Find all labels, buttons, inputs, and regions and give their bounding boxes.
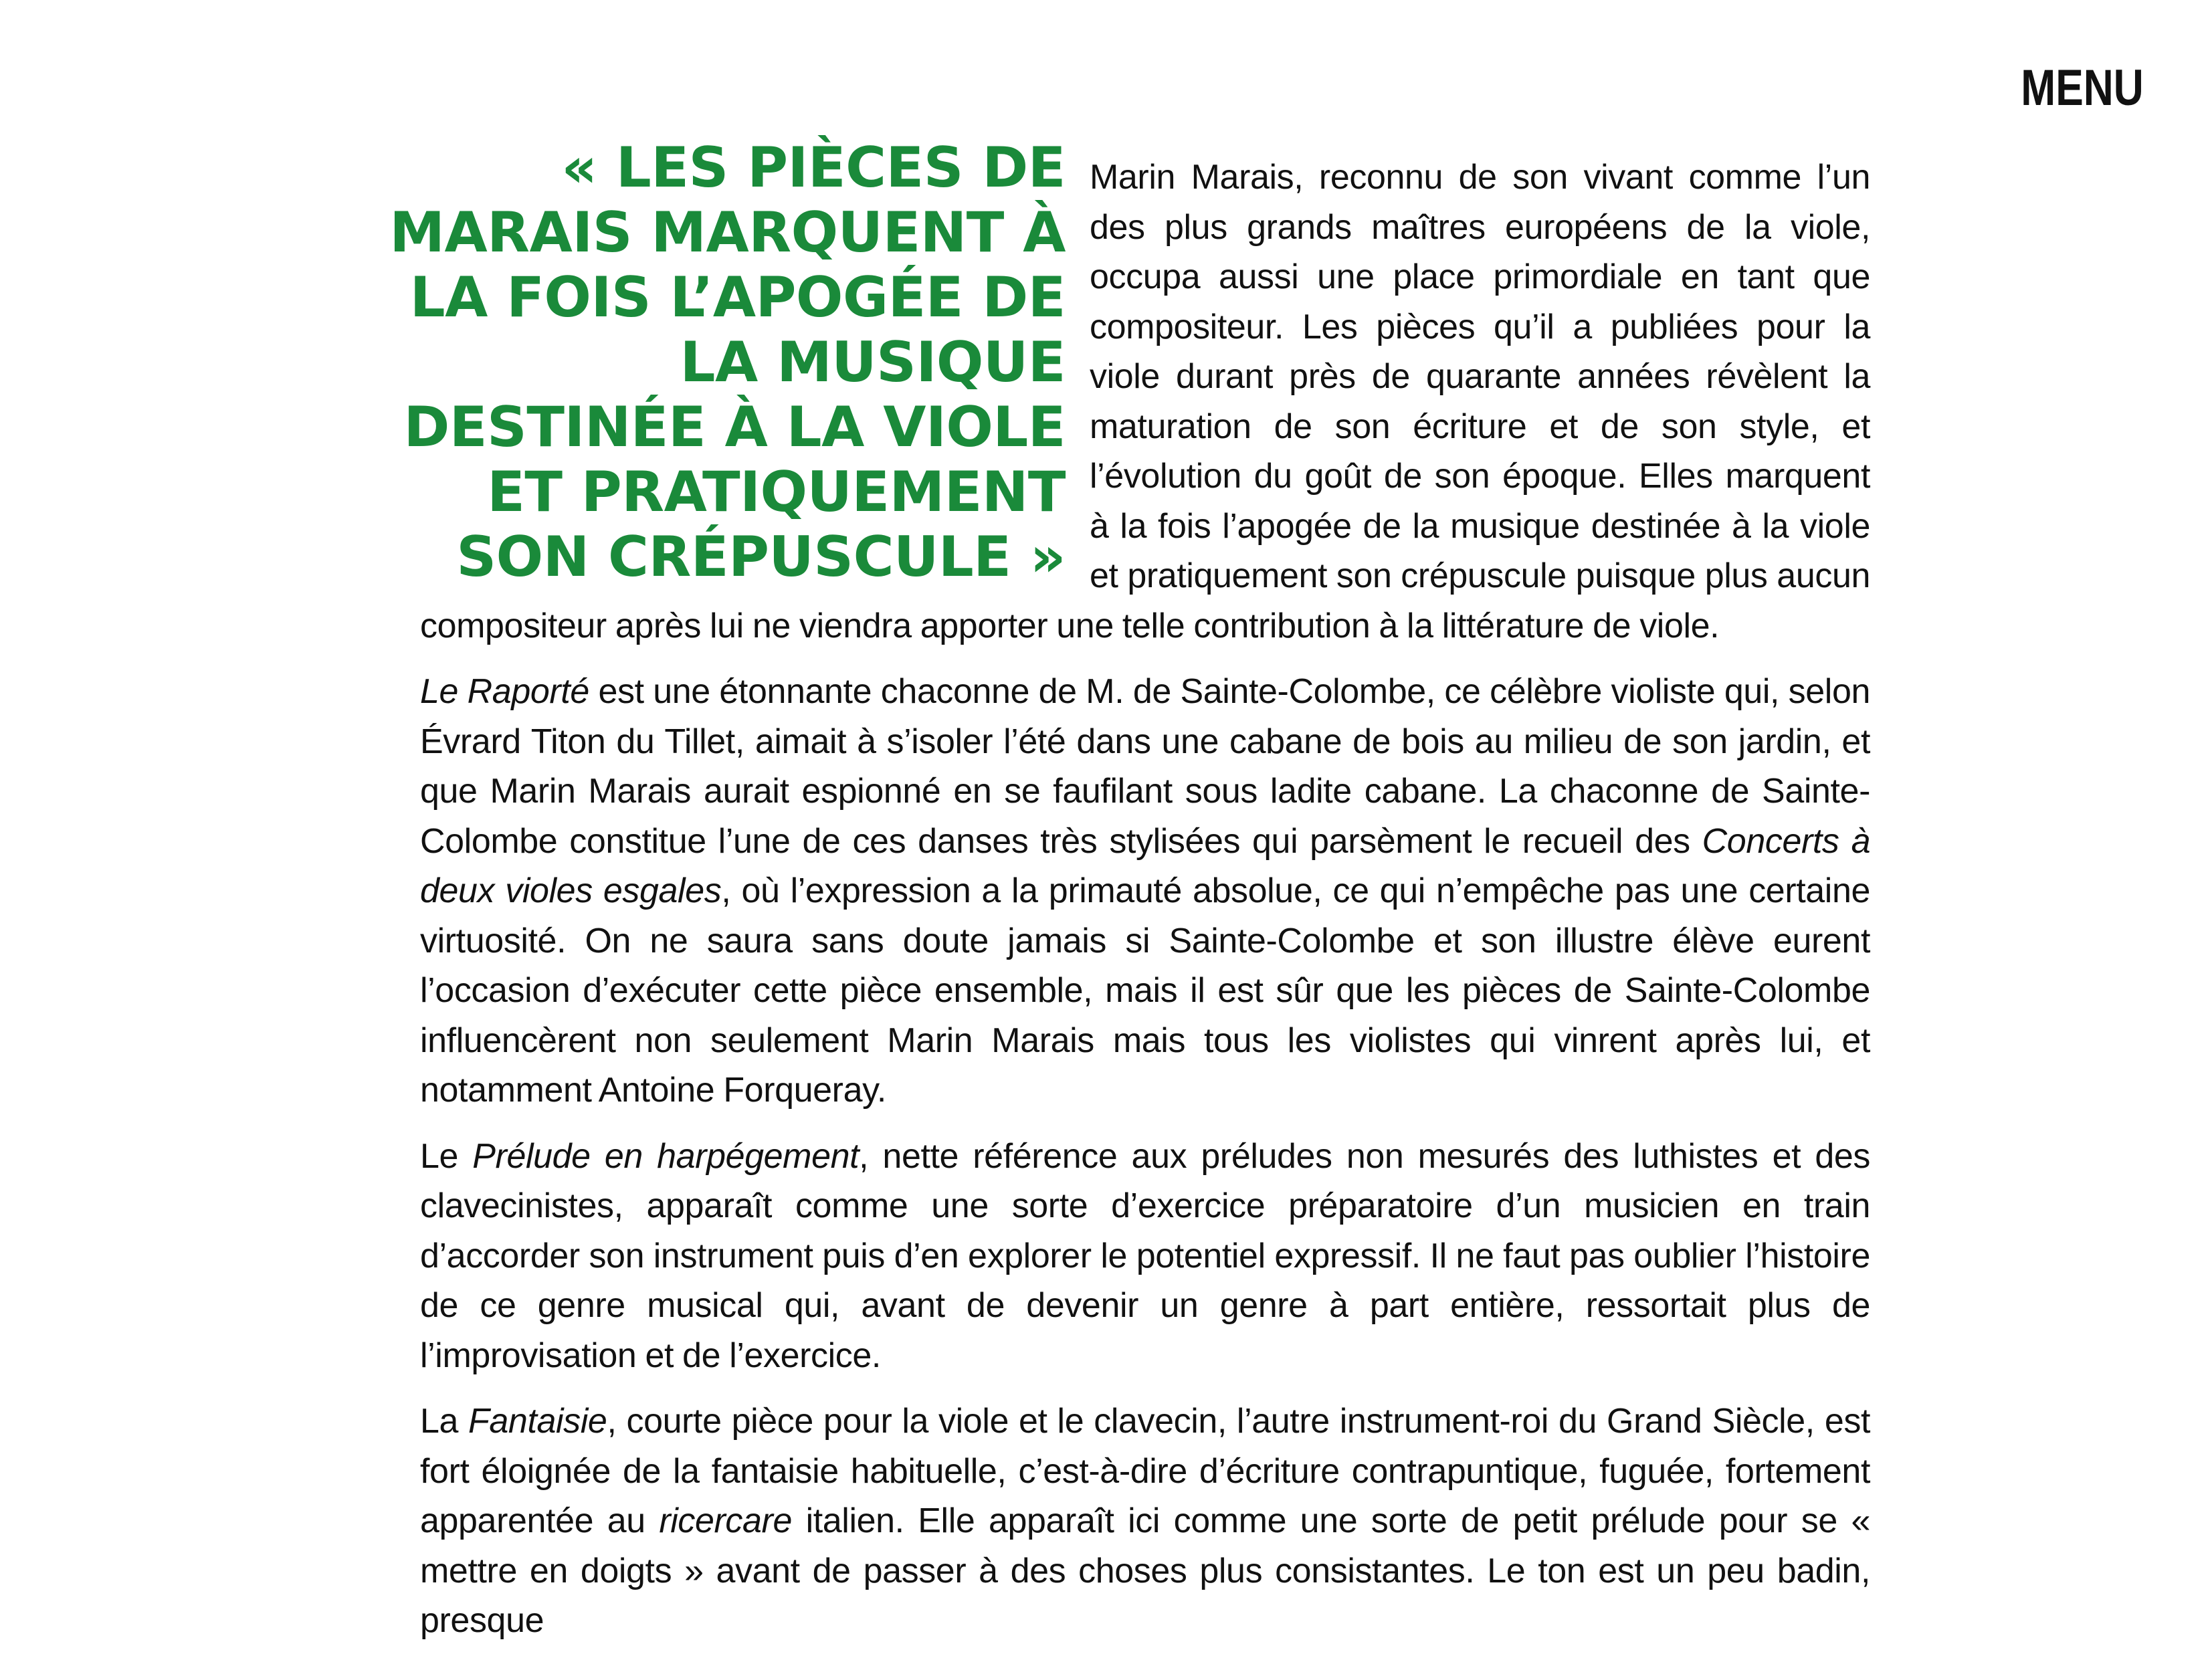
work-title: Prélude en harpégement bbox=[472, 1136, 860, 1176]
pull-quote: « LES PIÈCES DE MARAIS MARQUENT À LA FOIS L’APOGÉE DE LA MUSIQUE DESTINÉE À LA VIOLE ET PRATIQUEMENT SON CRÉPUSCULE » bbox=[389, 135, 1066, 589]
paragraph-text: italien. Elle apparaît ici comme une sorte de petit prélude pour se « mettre en doigts » avant de passer à des choses plus consistantes. Le ton est un peu badin, presque bbox=[420, 1501, 1870, 1640]
paragraph-text: La bbox=[420, 1402, 469, 1441]
paragraph-text: , nette référence aux préludes non mesurés des luthistes et des clavecinistes, apparaît comme une sorte d’exercice préparatoire d’un musicien en train d’accorder son instrument puis d’en explorer le potentiel expressif. Il ne faut pas oublier l’histoire de ce genre musical qui, avant de devenir un genre à part entière, ressortait plus de l’improvisation et de l’exercice. bbox=[420, 1136, 1871, 1375]
paragraph-text: est une étonnante chaconne de M. de Sainte-Colombe, ce célèbre violiste qui, selon Évrard Titon du Tillet, aimait à s’isoler l’été dans une cabane de bois au milieu de son jardin, et que Marin Marais aurait espionné en se faufilant sous ladite cabane. La chaconne de Sainte-Colombe constitue l’une de ces danses très stylisées qui parsèment le recueil des bbox=[420, 672, 1870, 861]
work-title: Le Raporté bbox=[420, 672, 589, 711]
paragraph-text: , où l’expression a la primauté absolue, ce qui n’empêche pas une certaine virtuosité. On ne saura sans doute jamais si Sainte-Colombe et son illustre élève eurent l’occasion d’exécuter cette pièce ensemble, mais il est sûr que les pièces de Sainte-Colombe influencèrent non seulement Marin Marais mais tous les violistes qui vinrent après lui, et notamment Antoine Forqueray. bbox=[420, 871, 1870, 1110]
work-title: Concerts à deux violes esgales bbox=[420, 821, 1870, 910]
paragraph-text: Le bbox=[420, 1136, 473, 1176]
term: ricercare bbox=[659, 1501, 792, 1540]
paragraph-fantaisie bbox=[420, 1396, 1870, 1646]
menu-button[interactable]: MENU bbox=[2021, 60, 2144, 116]
paragraph-prelude bbox=[420, 1132, 1870, 1381]
work-title: Fantaisie bbox=[468, 1402, 607, 1441]
paragraph-intro: Marin Marais, reconnu de son vivant comme l’un des plus grands maîtres européens de la viole, occupa aussi une place primordiale en tant que compositeur. Les pièces qu’il a publiées pour la viole durant près de quarante années révèlent la maturation de son écriture et de son style, et l’évolution du goût de son époque. Elles marquent à la fois l’apogée de la musique destinée à la viole et pratiquement son crépuscule puisque plus aucun compositeur après lui ne viendra apporter une telle contribution à la littérature de viole. bbox=[420, 158, 1870, 645]
article-body bbox=[389, 135, 1871, 1662]
paragraph-raporte bbox=[420, 667, 1870, 1116]
paragraph-text: , courte pièce pour la viole et le clavecin, l’autre instrument-roi du Grand Siècle, est fort éloignée de la fantaisie habituelle, c’est-à-dire d’écriture contrapuntique, fuguée, fortement apparentée au bbox=[420, 1402, 1871, 1540]
